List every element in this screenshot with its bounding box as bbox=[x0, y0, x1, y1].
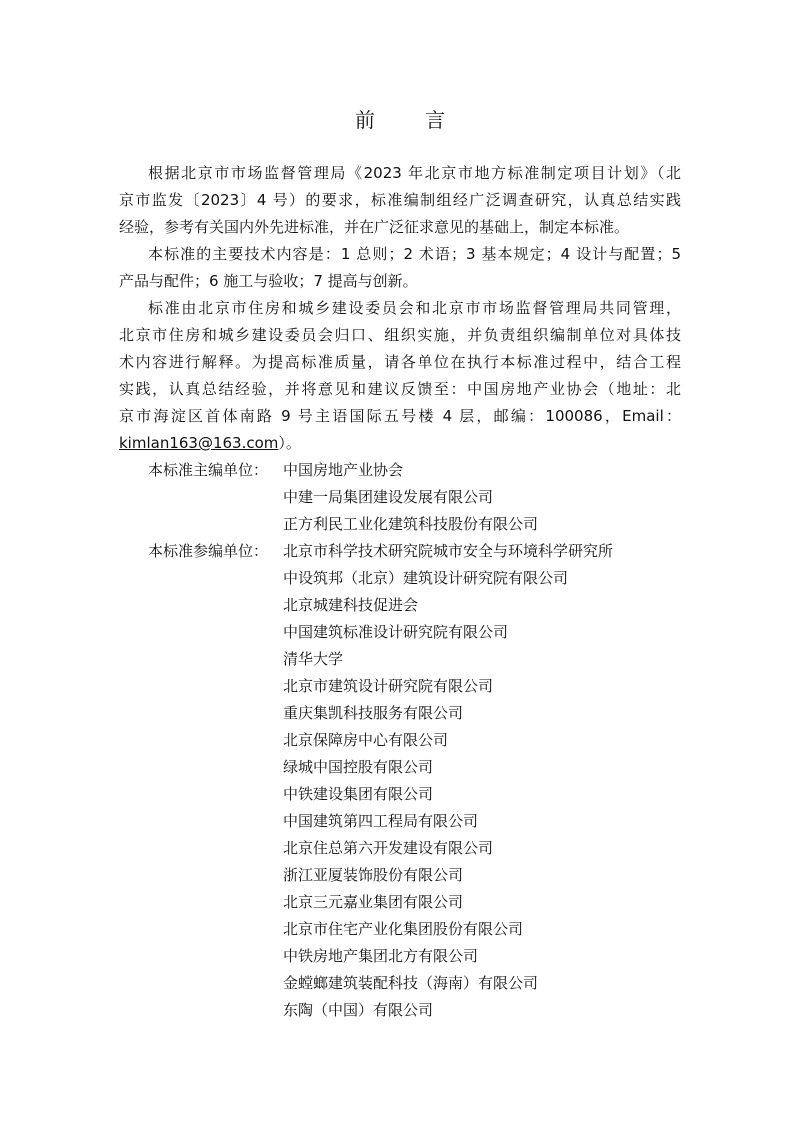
unit-name: 浙江亚厦装饰股份有限公司 bbox=[283, 866, 464, 884]
unit-name: 清华大学 bbox=[283, 650, 344, 668]
participating-units-row bbox=[119, 943, 681, 970]
participating-units-label bbox=[119, 916, 283, 943]
paragraph bbox=[119, 160, 681, 241]
participating-units-label bbox=[119, 673, 283, 700]
paragraph-line: 术内容进行解释。为提高标准质量，请各单位在执行本标准过程中，结合工程 bbox=[119, 353, 681, 371]
participating-units-row bbox=[119, 619, 681, 646]
unit-name: 金螳螂建筑装配科技（海南）有限公司 bbox=[283, 974, 539, 992]
participating-units-label: 本标准参编单位： bbox=[148, 542, 269, 560]
participating-units-row bbox=[119, 646, 681, 673]
participating-units-label bbox=[119, 565, 283, 592]
chief-units-row bbox=[119, 457, 681, 484]
unit-name: 中铁建设集团有限公司 bbox=[283, 785, 434, 803]
participating-units-row bbox=[119, 781, 681, 808]
participating-units-row bbox=[119, 808, 681, 835]
participating-units-row bbox=[119, 754, 681, 781]
unit-name: 正方利民工业化建筑科技股份有限公司 bbox=[283, 515, 539, 533]
email-line bbox=[119, 430, 681, 457]
unit-name: 中国建筑标准设计研究院有限公司 bbox=[283, 623, 509, 641]
participating-units-row bbox=[119, 889, 681, 916]
email-link[interactable]: kimlan163@163.com bbox=[119, 434, 279, 452]
unit-name: 东陶（中国）有限公司 bbox=[283, 1001, 434, 1019]
paragraph-line: 经验，参考有关国内外先进标准，并在广泛征求意见的基础上，制定本标准。 bbox=[119, 218, 630, 236]
participating-units-label bbox=[119, 646, 283, 673]
paragraph-line: 标准由北京市住房和城乡建设委员会和北京市市场监督管理局共同管理， bbox=[148, 299, 681, 317]
unit-name: 北京三元嘉业集团有限公司 bbox=[283, 893, 464, 911]
participating-units-label bbox=[119, 808, 283, 835]
chief-units-label bbox=[119, 484, 283, 511]
participating-units-label bbox=[119, 754, 283, 781]
participating-units-row bbox=[119, 538, 681, 565]
participating-units-label bbox=[119, 781, 283, 808]
participating-units-label bbox=[119, 727, 283, 754]
participating-units-label bbox=[119, 592, 283, 619]
participating-units-row bbox=[119, 835, 681, 862]
chief-units-label bbox=[119, 511, 283, 538]
unit-name: 北京住总第六开发建设有限公司 bbox=[283, 839, 494, 857]
participating-units-label bbox=[119, 862, 283, 889]
unit-name: 中设筑邦（北京）建筑设计研究院有限公司 bbox=[283, 569, 569, 587]
participating-units-row bbox=[119, 565, 681, 592]
chief-units-row bbox=[119, 484, 681, 511]
paragraph-line: 京市监发〔2023〕4 号）的要求，标准编制组经广泛调查研究，认真总结实践 bbox=[119, 191, 681, 209]
paragraph-line: 本标准的主要技术内容是：1 总则；2 术语；3 基本规定；4 设计与配置；5 bbox=[148, 245, 681, 263]
unit-name: 中国房地产业协会 bbox=[283, 461, 404, 479]
unit-name: 重庆集凯科技服务有限公司 bbox=[283, 704, 464, 722]
participating-units-row bbox=[119, 727, 681, 754]
paragraph bbox=[119, 295, 681, 430]
document-body bbox=[119, 160, 681, 1024]
foreword-paragraphs bbox=[119, 160, 681, 430]
participating-units-row bbox=[119, 997, 681, 1024]
units-section bbox=[119, 457, 681, 1024]
chief-units-label: 本标准主编单位： bbox=[148, 461, 269, 479]
email-suffix: ）。 bbox=[278, 434, 301, 452]
paragraph bbox=[119, 241, 681, 295]
unit-name: 中国建筑第四工程局有限公司 bbox=[283, 812, 479, 830]
participating-units-label bbox=[119, 970, 283, 997]
paragraph-line: 实践，认真总结经验，并将意见和建议反馈至：中国房地产业协会（地址：北 bbox=[119, 380, 681, 398]
participating-units-row bbox=[119, 592, 681, 619]
participating-units-label bbox=[119, 835, 283, 862]
unit-name: 北京市建筑设计研究院有限公司 bbox=[283, 677, 494, 695]
participating-units-label bbox=[119, 997, 283, 1024]
paragraph-line: 产品与配件；6 施工与验收；7 提高与创新。 bbox=[119, 272, 418, 290]
chief-units-row bbox=[119, 511, 681, 538]
participating-units-row bbox=[119, 862, 681, 889]
unit-name: 北京市科学技术研究院城市安全与环境科学研究所 bbox=[283, 542, 614, 560]
unit-name: 北京市住宅产业化集团股份有限公司 bbox=[283, 920, 524, 938]
unit-name: 绿城中国控股有限公司 bbox=[283, 758, 434, 776]
paragraph-line: 根据北京市市场监督管理局《2023 年北京市地方标准制定项目计划》（北 bbox=[148, 164, 681, 182]
paragraph-line: 京市海淀区首体南路 9 号主语国际五号楼 4 层，邮编：100086，Email： bbox=[119, 407, 681, 425]
page-title: 前 言 bbox=[354, 108, 468, 132]
unit-name: 北京保障房中心有限公司 bbox=[283, 731, 449, 749]
participating-units-label bbox=[119, 943, 283, 970]
participating-units-row bbox=[119, 673, 681, 700]
participating-units-row bbox=[119, 700, 681, 727]
participating-units-label bbox=[119, 619, 283, 646]
participating-units-row bbox=[119, 916, 681, 943]
unit-name: 中铁房地产集团北方有限公司 bbox=[283, 947, 479, 965]
unit-name: 中建一局集团建设发展有限公司 bbox=[283, 488, 494, 506]
paragraph-line: 北京市住房和城乡建设委员会归口、组织实施，并负责组织编制单位对具体技 bbox=[119, 326, 681, 344]
unit-name: 北京城建科技促进会 bbox=[283, 596, 419, 614]
participating-units-label bbox=[119, 889, 283, 916]
participating-units-label bbox=[119, 700, 283, 727]
participating-units-row bbox=[119, 970, 681, 997]
